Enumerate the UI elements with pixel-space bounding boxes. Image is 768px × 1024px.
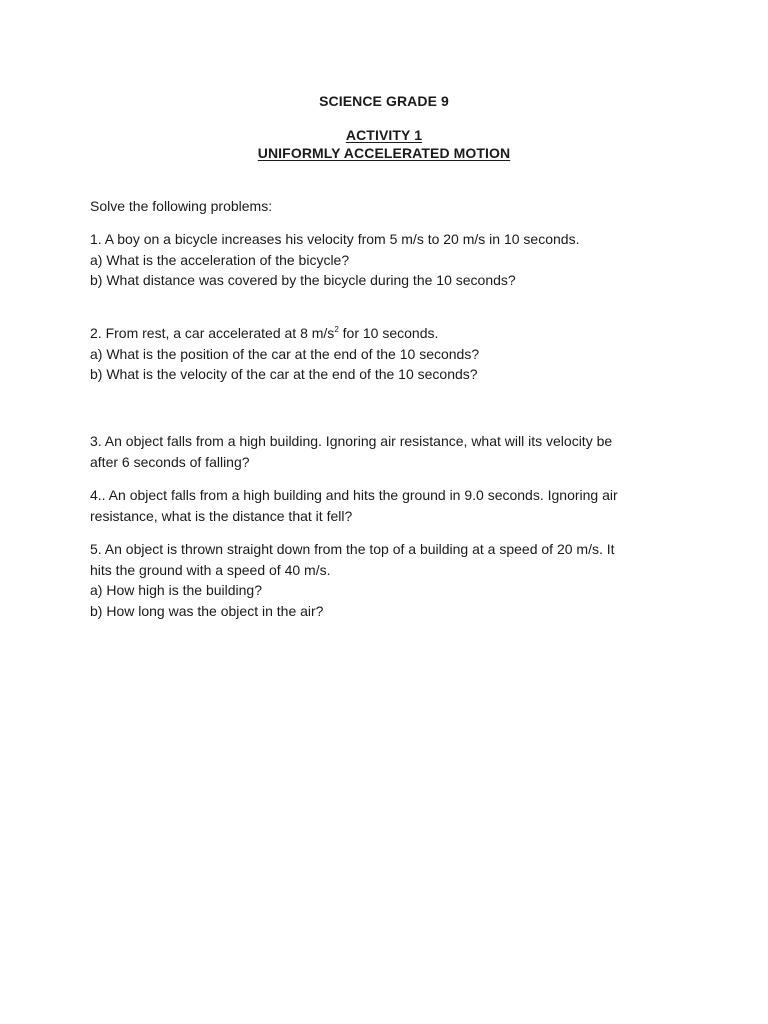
problem-3-line-2: after 6 seconds of falling? xyxy=(90,453,250,470)
problem-2-stem-end: for 10 seconds. xyxy=(338,325,439,341)
problem-5 xyxy=(90,539,690,621)
problem-1-stem: 1. A boy on a bicycle increases his velocity from 5 m/s to 20 m/s in 10 seconds. xyxy=(90,231,580,247)
problem-3 xyxy=(90,431,690,472)
problem-4-line-2: resistance, what is the distance that it fell? xyxy=(90,507,353,524)
problem-4-line-1: 4.. An object falls from a high building and hits the ground in 9.0 seconds. Ignoring air xyxy=(90,487,618,503)
problem-1 xyxy=(90,229,690,291)
topic-heading: UNIFORMLY ACCELERATED MOTION xyxy=(257,145,511,161)
problem-2-part-a: a) What is the position of the car at the end of the 10 seconds? xyxy=(90,345,480,362)
problem-4 xyxy=(90,485,690,526)
document-title: SCIENCE GRADE 9 xyxy=(319,93,449,109)
problem-1-part-a: a) What is the acceleration of the bicycle? xyxy=(90,251,350,268)
problem-5-line-2: hits the ground with a speed of 40 m/s. xyxy=(90,561,331,578)
problem-1-part-b: b) What distance was covered by the bicycle during the 10 seconds? xyxy=(90,272,516,288)
problem-2-exponent: 2 xyxy=(334,325,339,334)
problem-2-stem xyxy=(90,323,690,344)
problem-5-line-1: 5. An object is thrown straight down from the top of a building at a speed of 20 m/s. It xyxy=(90,541,615,557)
problem-3-line-1: 3. An object falls from a high building. Ignoring air resistance, what will its velocity be xyxy=(90,433,613,449)
problem-5-part-a: a) How high is the building? xyxy=(90,582,262,598)
problem-2-part-b: b) What is the velocity of the car at the end of the 10 seconds? xyxy=(90,366,478,382)
instruction-block xyxy=(90,196,690,217)
problem-2-stem-text: 2. From rest, a car accelerated at 8 m/s xyxy=(90,325,335,341)
problem-5-part-b: b) How long was the object in the air? xyxy=(90,602,324,619)
activity-heading: ACTIVITY 1 xyxy=(345,127,423,143)
problem-2 xyxy=(90,323,690,385)
instruction-text: Solve the following problems: xyxy=(90,198,273,214)
